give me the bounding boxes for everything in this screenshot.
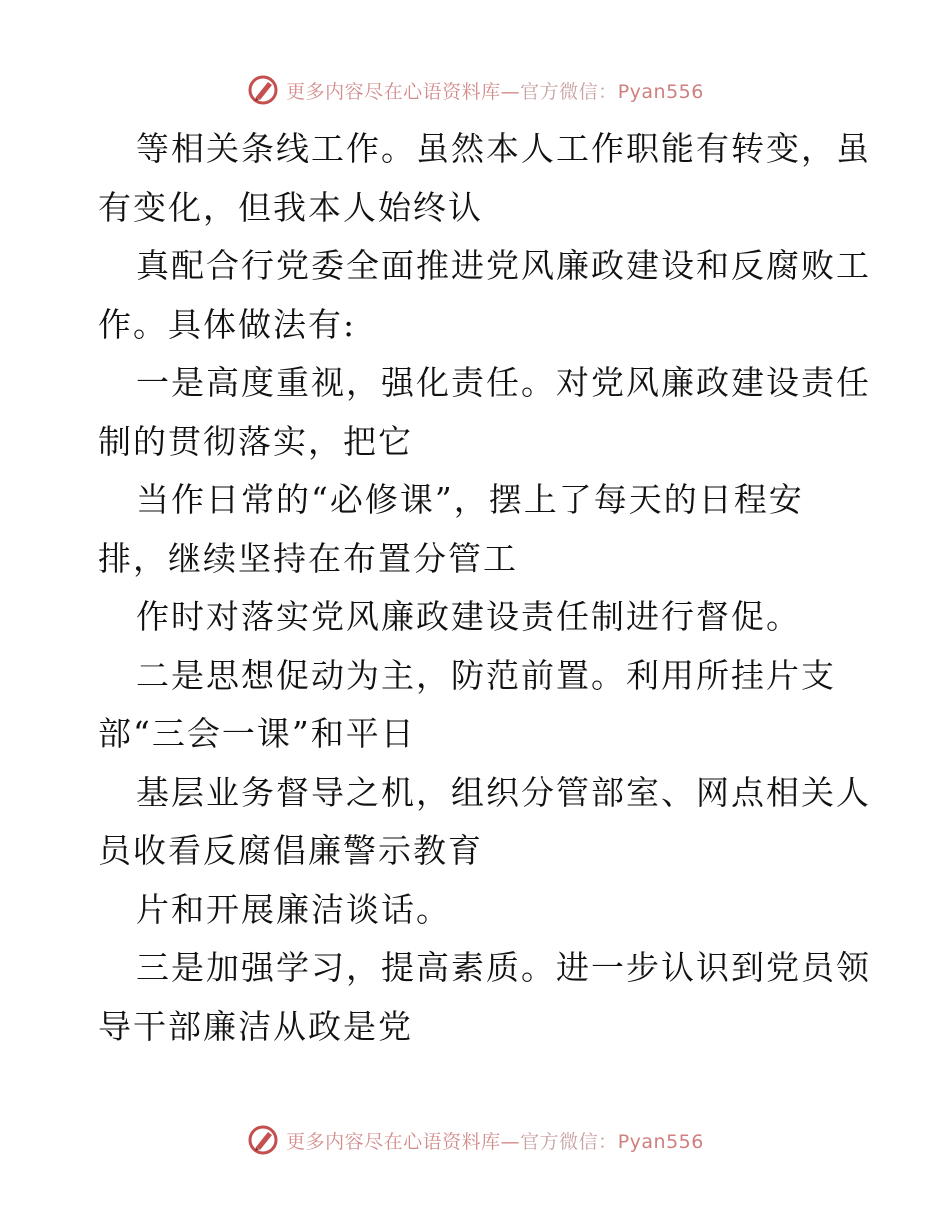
watermark-label: 官方微信： xyxy=(520,1130,618,1153)
paragraph-line: 有变化，但我本人始终认 xyxy=(98,187,483,227)
pen-logo-icon xyxy=(246,73,280,107)
watermark-dash: — xyxy=(500,80,521,103)
paragraph-line: 一是高度重视，强化责任。对党风廉政建设责任 xyxy=(136,363,871,402)
watermark-main: 更多内容尽在心语资料库 xyxy=(286,80,501,103)
paragraph xyxy=(98,354,871,471)
paragraph xyxy=(98,237,871,354)
paragraph-line: 二是思想促动为主，防范前置。利用所挂片支 xyxy=(136,655,836,695)
watermark-main: 更多内容尽在心语资料库 xyxy=(286,1130,501,1153)
footer-watermark xyxy=(0,1118,950,1162)
watermark-id: Pyan556 xyxy=(617,80,704,103)
paragraph xyxy=(98,939,871,1056)
paragraph xyxy=(98,471,858,588)
paragraph-line: 制的贯彻落实，把它 xyxy=(98,421,413,461)
paragraph-line: 等相关条线工作。虽然本人工作职能有转变，虽 xyxy=(136,129,871,168)
paragraph-line: 导干部廉洁从政是党 xyxy=(98,1006,413,1046)
paragraph-line: 基层业务督导之机，组织分管部室、网点相关人 xyxy=(136,772,871,812)
paragraph xyxy=(98,881,858,940)
paragraph-line: 部“三会一课”和平日 xyxy=(98,714,416,753)
paragraph xyxy=(98,120,871,237)
paragraph-line: 三是加强学习，提高素质。进一步认识到党员领 xyxy=(136,948,871,987)
paragraph xyxy=(98,647,858,764)
paragraph-line: 员收看反腐倡廉警示教育 xyxy=(98,831,483,870)
header-watermark xyxy=(0,68,950,112)
paragraph-line: 当作日常的“必修课”，摆上了每天的日程安 xyxy=(136,480,804,519)
body-text xyxy=(98,120,871,1056)
watermark-label: 官方微信： xyxy=(520,80,618,103)
paragraph xyxy=(98,588,858,647)
paragraph xyxy=(98,764,871,881)
paragraph-line: 作时对落实党风廉政建设责任制进行督促。 xyxy=(136,597,801,636)
watermark-id: Pyan556 xyxy=(617,1130,704,1153)
paragraph-line: 真配合行党委全面推进党风廉政建设和反腐败工 xyxy=(136,246,871,285)
watermark-dash: — xyxy=(500,1130,521,1153)
paragraph-line: 作。具体做法有: xyxy=(98,304,357,344)
pen-logo-icon xyxy=(246,1123,280,1157)
watermark-text xyxy=(286,77,704,104)
paragraph-line: 片和开展廉洁谈话。 xyxy=(136,889,451,929)
paragraph-line: 排，继续坚持在布置分管工 xyxy=(98,538,518,578)
watermark-text xyxy=(286,1127,704,1154)
